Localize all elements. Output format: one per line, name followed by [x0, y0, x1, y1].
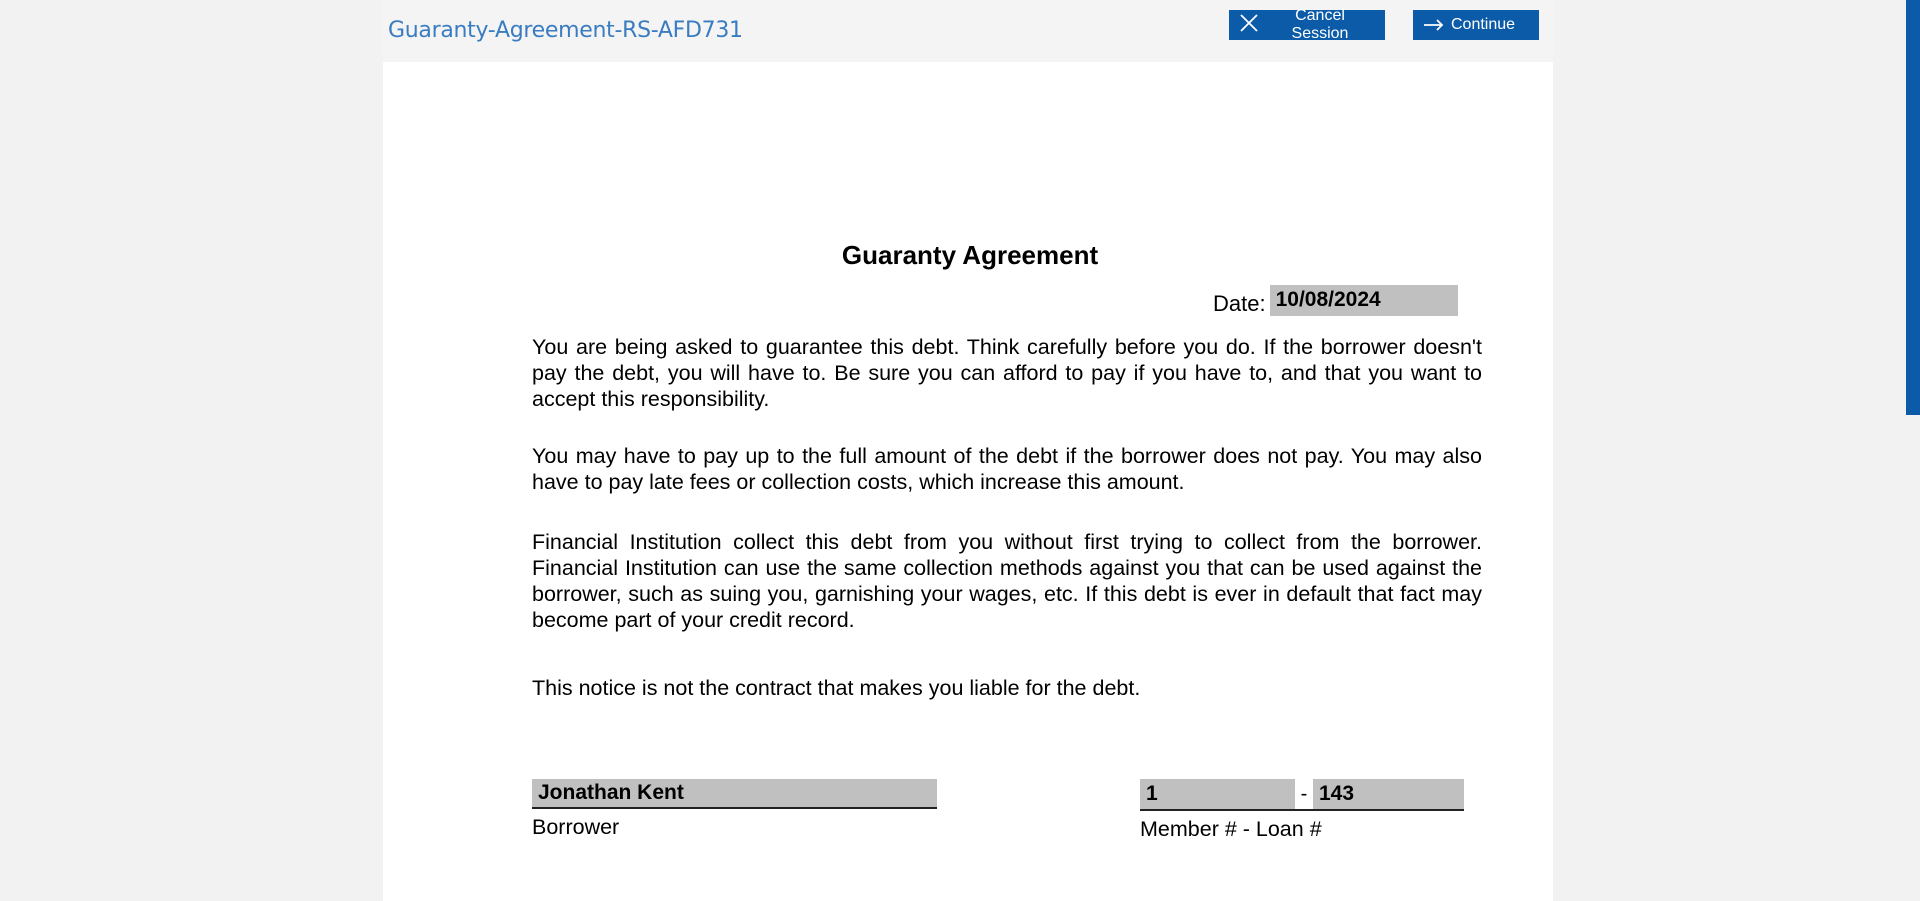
member-number-field[interactable]: 1 [1140, 779, 1295, 809]
continue-button[interactable] [1413, 10, 1539, 40]
document-page [383, 62, 1553, 901]
member-loan-separator: - [1300, 782, 1308, 805]
document-title: Guaranty-Agreement-RS-AFD731 [388, 18, 743, 43]
borrower-name-field[interactable]: Jonathan Kent [532, 779, 937, 809]
continue-label: Continue [1451, 16, 1516, 33]
member-loan-line [1140, 779, 1464, 811]
cancel-session-label: Cancel Session [1291, 7, 1349, 42]
top-bar [383, 0, 1553, 62]
date-row [1213, 283, 1458, 317]
paragraph-4: This notice is not the contract that makes you liable for the debt. [532, 676, 1141, 700]
document-heading: Guaranty Agreement [841, 240, 1099, 270]
paragraph-2: You may have to pay up to the full amount of the debt if the borrower does not pay. You may also have to pay late fees or collection costs, which increase this amount. [532, 444, 1482, 494]
borrower-block [532, 779, 937, 840]
loan-number-field[interactable]: 143 [1313, 779, 1464, 809]
member-loan-block [1140, 779, 1464, 842]
paragraph-1: You are being asked to guarantee this debt. Think carefully before you do. If the borrower doesn't pay the debt, you will have to. Be sure you can afford to pay if you have to, and that you want to accept this responsibility. [532, 335, 1482, 411]
arrow-right-icon [1423, 14, 1445, 36]
close-icon [1239, 13, 1259, 37]
cancel-session-button[interactable] [1229, 7, 1385, 42]
member-loan-caption: Member # - Loan # [1140, 817, 1322, 841]
date-label: Date: [1213, 291, 1266, 316]
borrower-caption: Borrower [532, 815, 620, 839]
date-field[interactable]: 10/08/2024 [1270, 285, 1458, 316]
scrollbar[interactable] [1906, 0, 1920, 415]
paragraph-3: Financial Institution collect this debt from you without first trying to collect from the borrower. Financial Institution can use the same collection methods against you that can be used against the borrower, such as suing you, garnishing your wages, etc. If this debt is ever in default that fact may become part of your credit record. [532, 530, 1482, 632]
